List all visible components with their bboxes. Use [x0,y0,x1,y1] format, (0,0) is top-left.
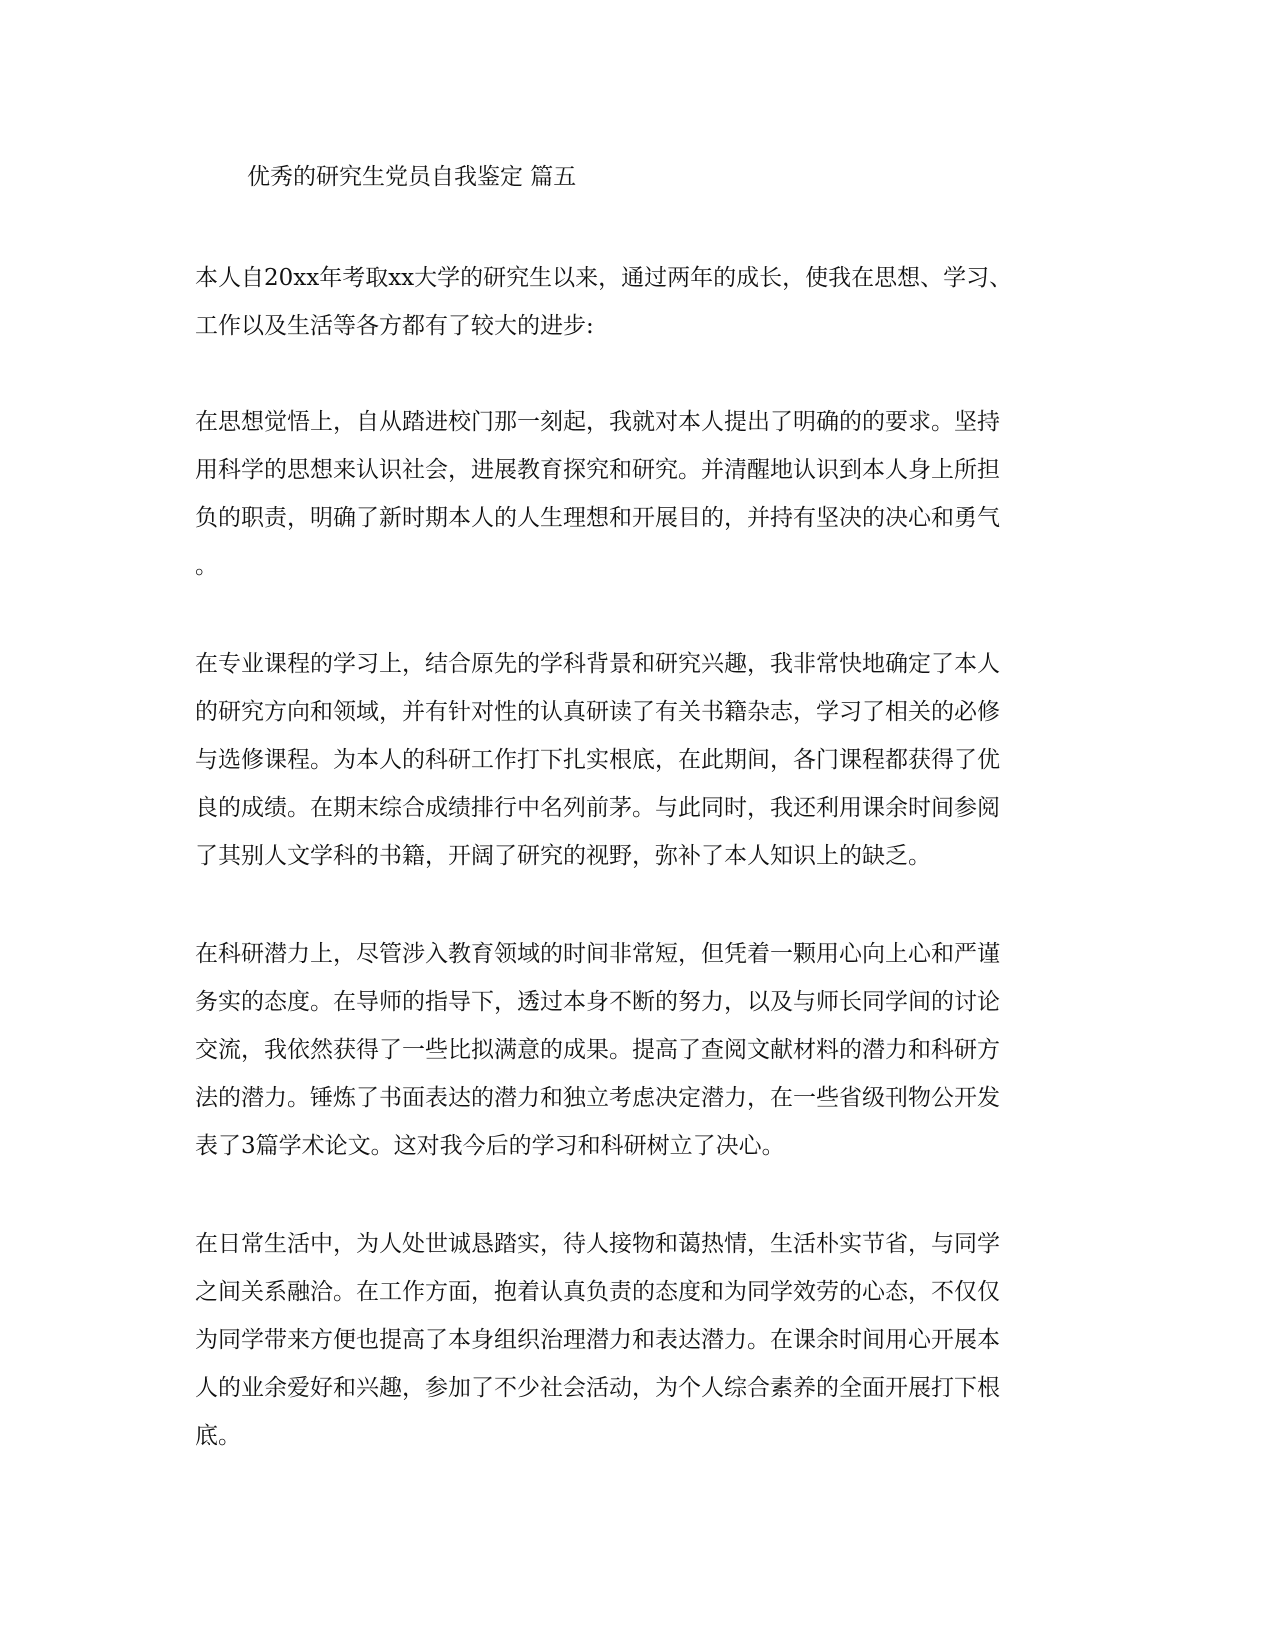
paragraph-daily-life [195,1220,1080,1460]
text-line: 法的潜力。锤炼了书面表达的潜力和独立考虑决定潜力，在一些省级刊物公开发 [195,1085,1000,1111]
paragraph-ideology [195,398,1080,590]
text-line: 了其别人文学科的书籍，开阔了研究的视野，弥补了本人知识上的缺乏。 [195,843,931,869]
text-line: 为同学带来方便也提高了本身组织治理潜力和表达潜力。在课余时间用心开展本 [195,1327,1000,1353]
text-line: 与选修课程。为本人的科研工作打下扎实根底，在此期间，各门课程都获得了优 [195,747,1000,773]
text-line: 交流，我依然获得了一些比拟满意的成果。提高了查阅文献材料的潜力和科研方 [195,1037,1000,1063]
text-line: 的研究方向和领域，并有针对性的认真研读了有关书籍杂志，学习了相关的必修 [195,699,1000,725]
paragraph-coursework [195,640,1080,880]
text-line: 。 [195,553,218,579]
paragraph-research [195,930,1080,1170]
text-line: 务实的态度。在导师的指导下，透过本身不断的努力，以及与师长同学间的讨论 [195,989,1000,1015]
document-title: 优秀的研究生党员自我鉴定 篇五 [247,164,577,190]
text-line: 良的成绩。在期末综合成绩排行中名列前茅。与此同时，我还利用课余时间参阅 [195,795,1000,821]
text-line: 在日常生活中，为人处世诚恳踏实，待人接物和蔼热情，生活朴实节省，与同学 [195,1231,1000,1257]
text-line: 之间关系融洽。在工作方面，抱着认真负责的态度和为同学效劳的心态，不仅仅 [195,1279,1000,1305]
text-line: 在专业课程的学习上，结合原先的学科背景和研究兴趣，我非常快地确定了本人 [195,651,1000,677]
text-line: 底。 [195,1423,241,1449]
text-line: 在思想觉悟上，自从踏进校门那一刻起，我就对本人提出了明确的的要求。坚持 [195,409,1000,435]
text-line: 在科研潜力上，尽管涉入教育领域的时间非常短，但凭着一颗用心向上心和严谨 [195,941,1000,967]
text-line: 人的业余爱好和兴趣，参加了不少社会活动，为个人综合素养的全面开展打下根 [195,1375,1000,1401]
text-line: 表了3篇学术论文。这对我今后的学习和科研树立了决心。 [195,1133,785,1159]
text-line: 本人自20xx年考取xx大学的研究生以来，通过两年的成长，使我在思想、学习、 [195,265,1013,291]
text-line: 工作以及生活等各方都有了较大的进步: [195,313,594,339]
text-line: 负的职责，明确了新时期本人的人生理想和开展目的，并持有坚决的决心和勇气 [195,505,1000,531]
paragraph-intro [195,254,1080,350]
text-line: 用科学的思想来认识社会，进展教育探究和研究。并清醒地认识到本人身上所担 [195,457,1000,483]
